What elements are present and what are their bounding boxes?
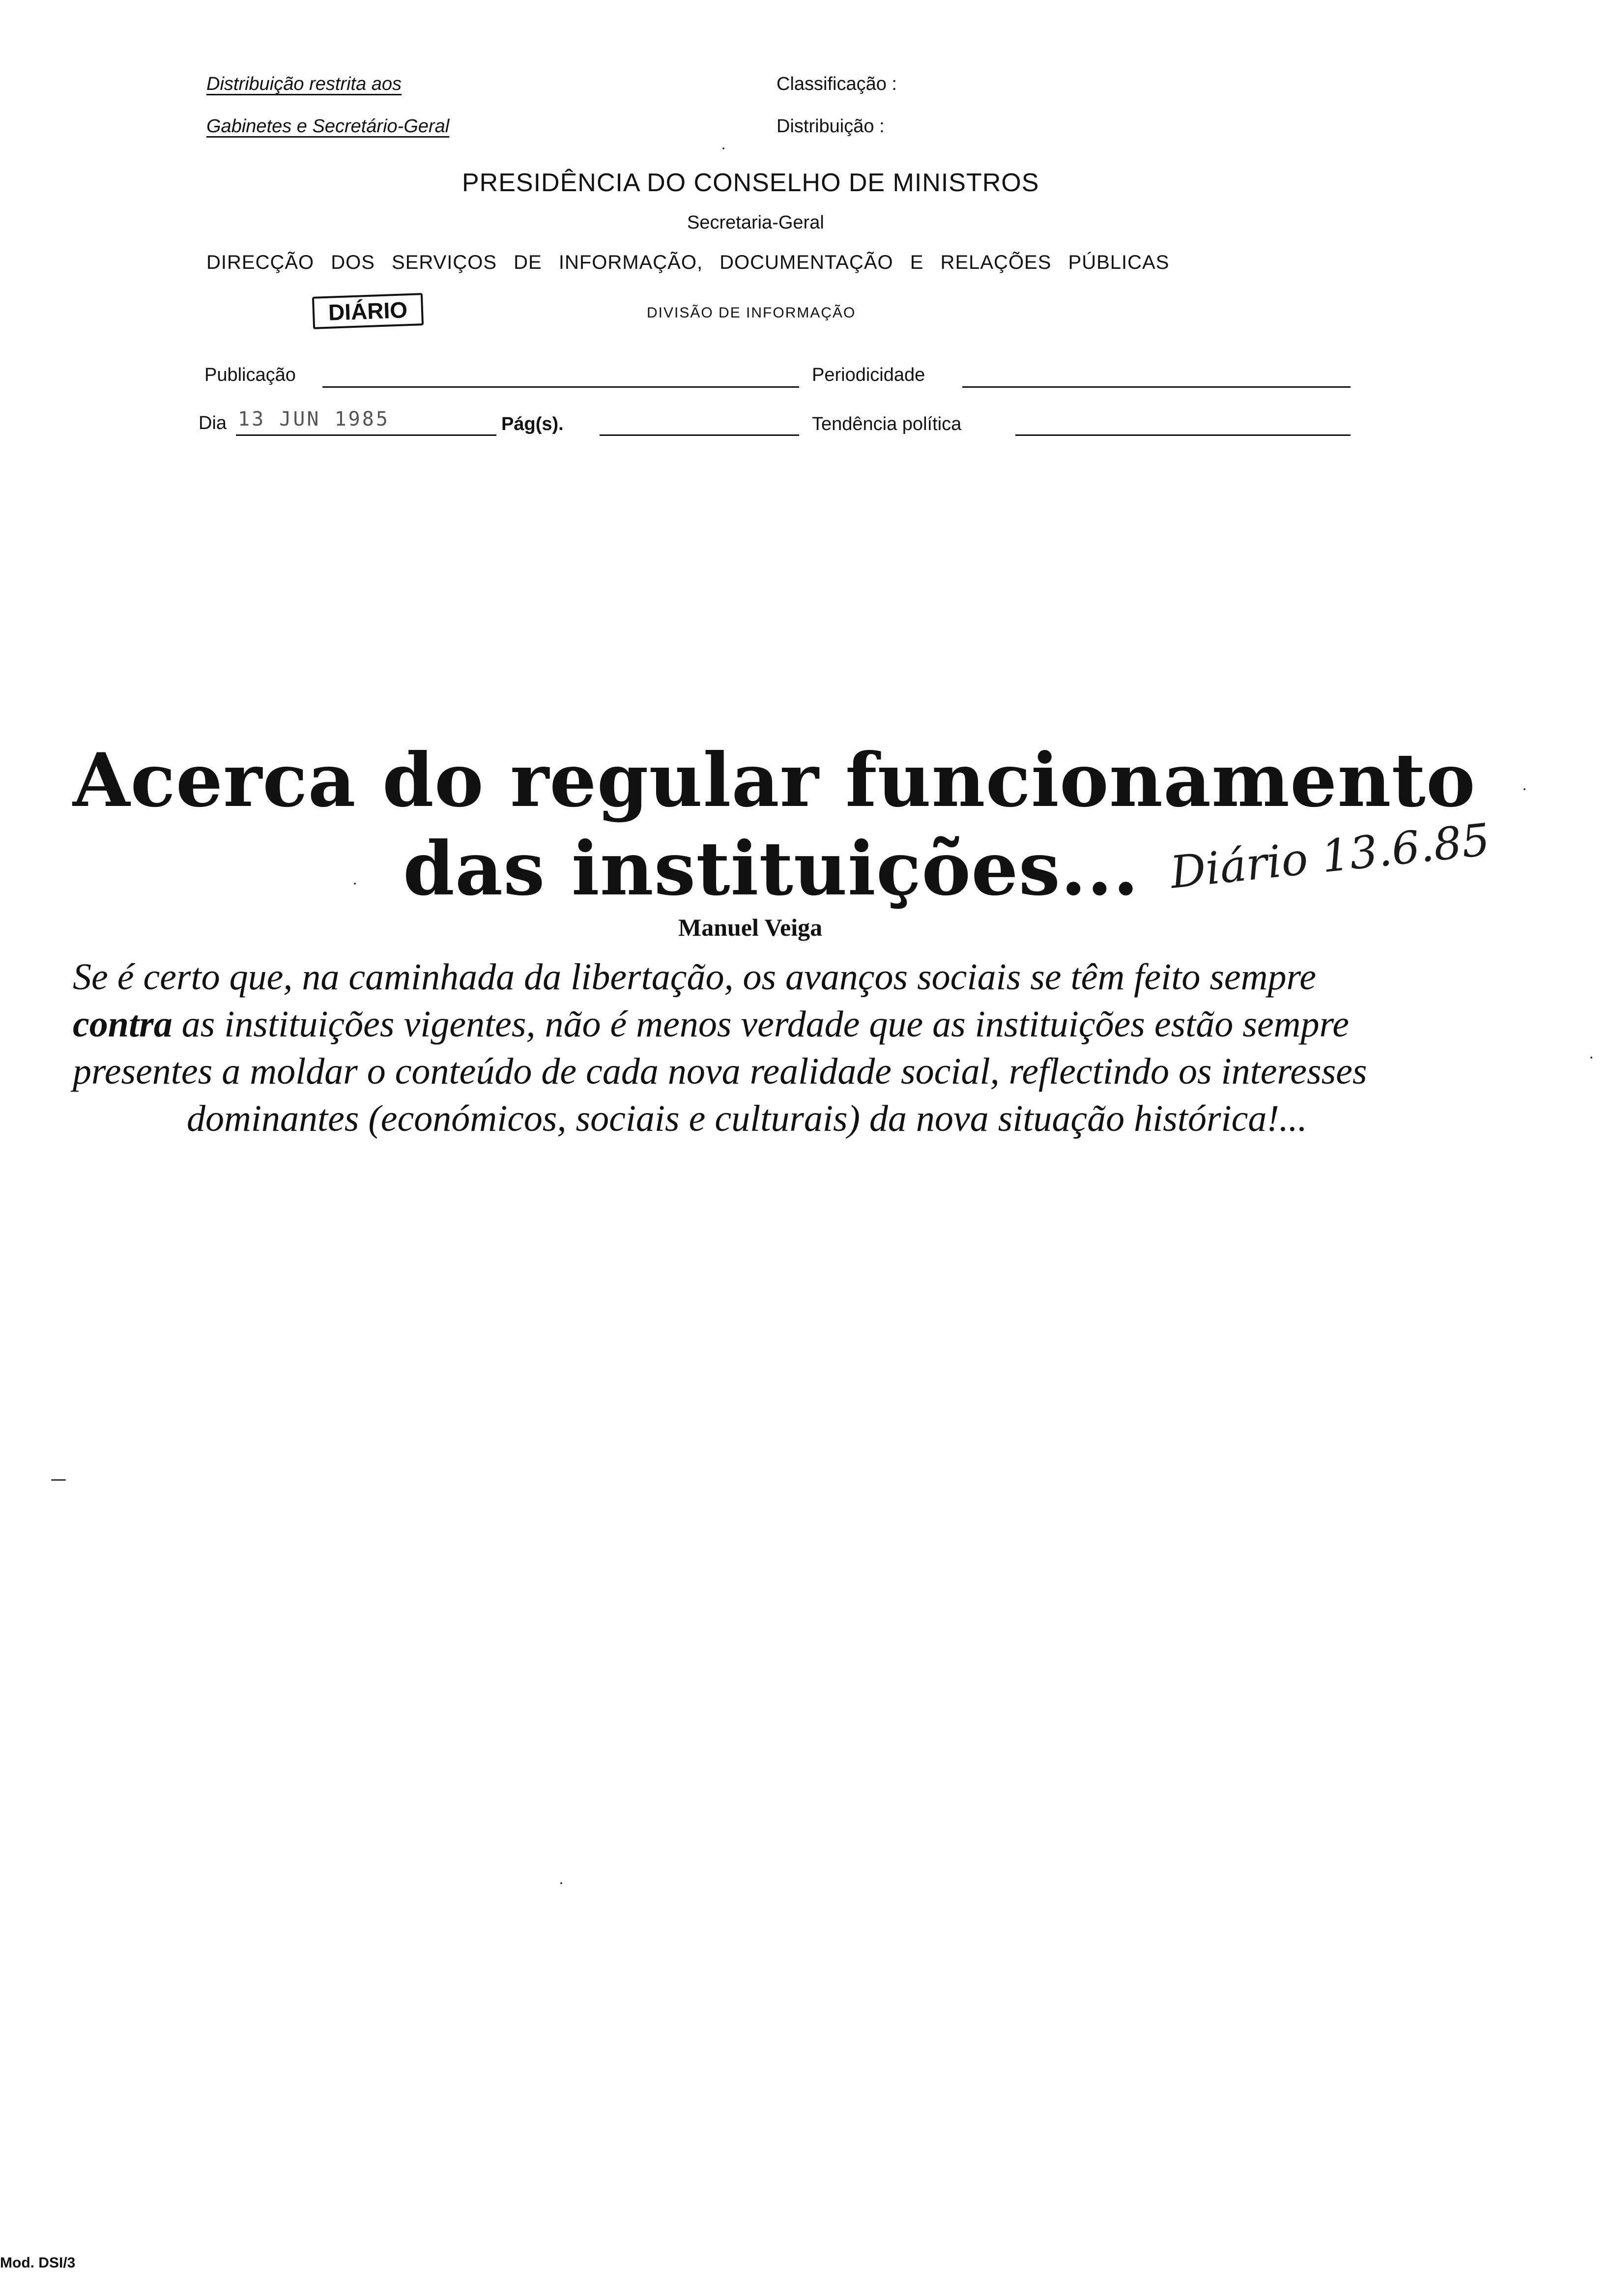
lead-line-2-text: as instituições vigentes, não é menos verdade que as instituições estão sempre (181, 1004, 1349, 1045)
model-code: Mod. DSI/3 (0, 2255, 76, 2271)
lead-line-1: Se é certo que, na caminhada da libertação, os avanços sociais se têm feito sempre (73, 956, 1317, 998)
direccao-heading: DIRECÇÃO DOS SERVIÇOS DE INFORMAÇÃO, DOCUMENTAÇÃO E RELAÇÕES PÚBLICAS (206, 252, 1170, 273)
classificacao-label: Classificação : (777, 74, 897, 94)
periodicidade-line (962, 386, 1351, 388)
publicacao-line (322, 386, 799, 388)
pags-label: Pág(s). (501, 414, 564, 434)
scan-speck (354, 883, 356, 885)
article-author: Manuel Veiga (678, 914, 823, 941)
dia-label: Dia (199, 413, 227, 433)
article-title-line1: Acerca do regular funcionamento (73, 737, 1476, 824)
handwritten-note: Diário 13.6.85 (1168, 814, 1493, 899)
lead-line-3: presentes a moldar o conteúdo de cada nova realidade social, reflectindo os interesses (73, 1051, 1367, 1092)
pags-line (600, 434, 799, 436)
scan-speck (722, 147, 724, 149)
scan-speck (1524, 788, 1526, 790)
article-title-line2: das instituições... (403, 826, 1139, 912)
divisao-heading: DIVISÃO DE INFORMAÇÃO (647, 305, 856, 321)
lead-bold-word: contra (73, 1004, 173, 1045)
lead-line-4: dominantes (económicos, sociais e culturais) da nova situação histórica!... (187, 1098, 1307, 1139)
distribuicao-label: Distribuição : (777, 116, 885, 137)
distribution-note-line2: Gabinetes e Secretário-Geral (206, 116, 450, 137)
scan-speck (51, 1479, 66, 1481)
secretaria-geral-heading: Secretaria-Geral (687, 212, 824, 233)
diario-stamp: DIÁRIO (312, 293, 424, 329)
dia-value: 13 JUN 1985 (238, 408, 390, 430)
tendencia-line (1015, 434, 1351, 436)
tendencia-label: Tendência política (812, 414, 962, 434)
periodicidade-label: Periodicidade (812, 365, 925, 385)
presidencia-heading: PRESIDÊNCIA DO CONSELHO DE MINISTROS (462, 169, 1039, 197)
scan-speck (1590, 1057, 1592, 1059)
publicacao-label: Publicação (204, 365, 296, 385)
dia-line (236, 434, 496, 436)
distribution-note-line1: Distribuição restrita aos (206, 74, 402, 94)
scan-speck (560, 1882, 562, 1884)
lead-line-2 (73, 1001, 1349, 1048)
